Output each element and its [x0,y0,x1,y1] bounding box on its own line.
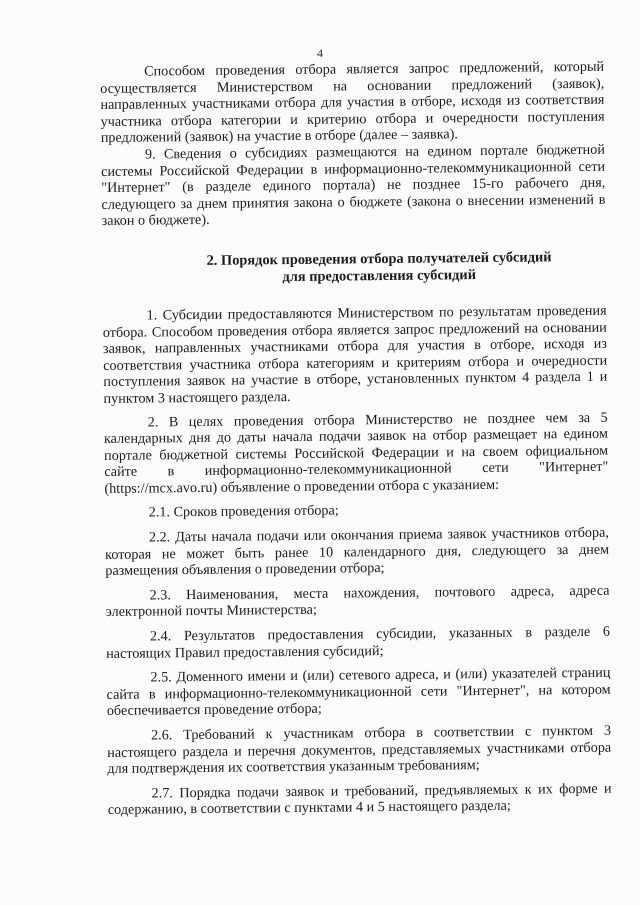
intro-paragraph-9: 9. Сведения о субсидиях размещаются на едином портале бюджетной системы Российской Федерации в информационно-телекоммуникационной сети "Интернет" (в разделе единого портала) не позднее 15-го рабочего дня, следующего за днем принятия закона о бюджете (закона о внесении изменений в закон о бюджете). [101,141,606,230]
list-item-2-6: 2.6. Требований к участникам отбора в соответствии с пунктом 3 настоящего раздела и перечня документов, представляемых участниками отбора для подтверждения их соответствия указанным требованиям; [107,722,612,778]
list-item-2-1: 2.1. Сроков проведения отбора; [148,502,339,521]
section-paragraph-2: 2. В целях проведения отбора Министерство не позднее чем за 5 календарных дня до даты начала подачи заявок на отбор размещает на едином портале бюджетной системы Российской Федерации и на своем официальном сайте в информационно-телекоммуникационной сети "Интернет" (https://mcx.avo.ru) объявление о проведении отбора с указанием: [103,409,609,497]
list-item-2-5: 2.5. Доменного имени и (или) сетевого адреса, и (или) указателей страниц сайта в информационно-телекоммуникационной сети "Интернет", на котором обеспечивается проведение отбора; [106,664,611,720]
list-item-2-3: 2.3. Наименования, места нахождения, почтового адреса, адреса электронной почты Министерства; [105,582,610,621]
list-item-2-2: 2.2. Даты начала подачи или окончания приема заявок участников отбора, которая не может быть ранее 10 календарного дня, следующего за днем размещения объявления о проведении отбора; [105,524,610,580]
page-number: 4 [317,46,323,60]
list-item-2-4: 2.4. Результатов предоставления субсидии, указанных в разделе 6 настоящих Правил предоставления субсидий; [106,623,611,662]
list-item-2-7: 2.7. Порядка подачи заявок и требований, предъявляемых к их форме и содержанию, в соответствии с пунктами 4 и 5 настоящего раздела; [107,780,612,819]
section-title-line-2: для предоставления субсидий [282,267,477,286]
intro-paragraph-method: Способом проведения отбора является запрос предложений, который осуществляется Министерством на основании предложений (заявок), направленных участниками отбора для участия в отборе, исходя из соответствия участника отбора категории и критерию отбора и очередности поступления предложений (заявок) на участие в отборе (далее – заявка). [100,58,605,147]
section-title-line-1: 2. Порядок проведения отбора получателей субсидий [206,249,552,269]
section-paragraph-1: 1. Субсидии предоставляются Министерством по результатам проведения отбора. Способом проведения отбора является запрос предложений на основании заявок, направленных участниками отбора для участия в отборе, исходя из соответствия участника отбора категориям и критериям отбора и очередности поступления заявок на участие в отборе, установленных пунктом 4 раздела 1 и пунктом 3 настоящего раздела. [102,302,608,407]
section-2-title [102,249,606,288]
document-body [100,59,612,819]
